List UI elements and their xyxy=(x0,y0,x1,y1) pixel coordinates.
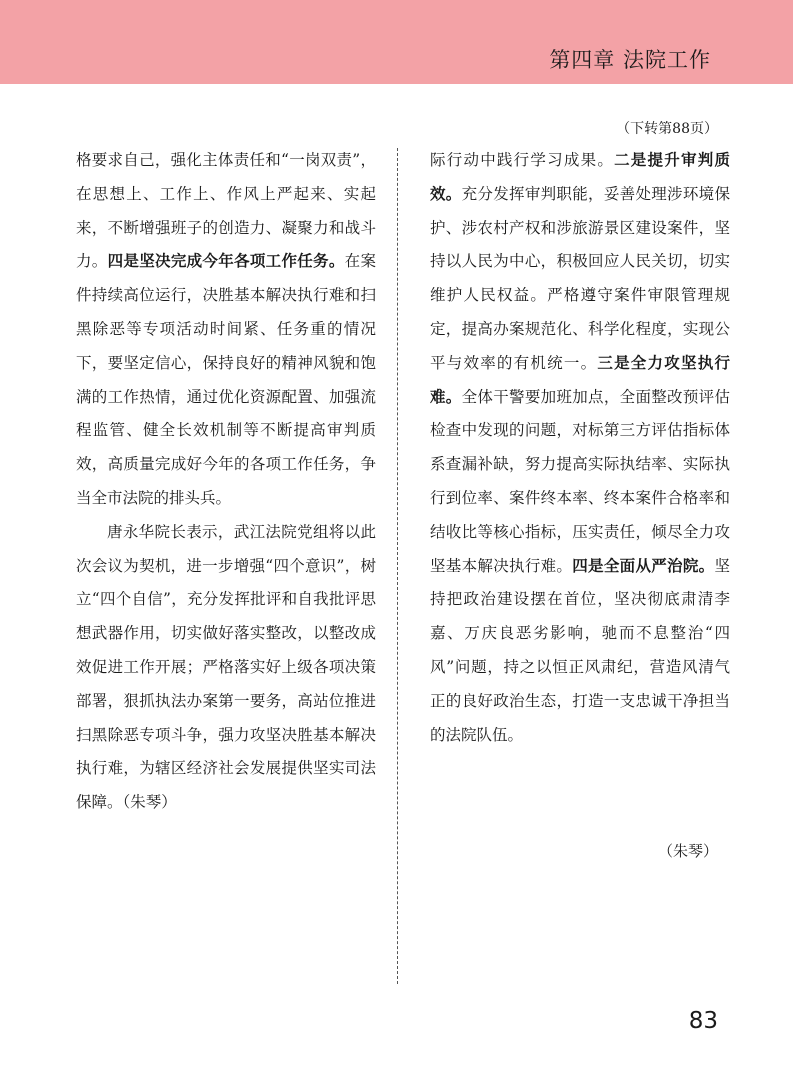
left-p1-text-c: 在案件持续高位运行，决胜基本解决执行难和扫黑除恶等专项活动时间紧、任务重的情况下，要坚定信心，保持良好的精神风貌和饱满的工作热情，通过优化资源配置、加强流程监管、健全长效机制等不断提高审判质效，高质量完成好今年的各项工作任务，争当全市法院的排头兵。 xyxy=(76,252,376,507)
right-signature: （朱琴） xyxy=(657,842,718,860)
left-paragraph-2: 唐永华院长表示，武江法院党组将以此次会议为契机，进一步增强“四个意识”，树立“四个自信”，充分发挥批评和自我批评思想武器作用，切实做好落实整改，以整改成效促进工作开展；严格落实好上级各项决策部署，狠抓执法办案第一要务，高站位推进扫黑除恶专项斗争，强力攻坚决胜基本解决执行难，为辖区经济社会发展提供坚实司法保障。（朱琴） xyxy=(76,522,376,812)
right-bold-d: 三是全力攻坚执行难。 xyxy=(430,353,730,406)
chapter-title: 第四章 法院工作 xyxy=(549,48,711,72)
right-column xyxy=(430,144,730,752)
page-number: 83 xyxy=(688,1008,718,1034)
continue-note: （下转第88页） xyxy=(616,121,718,137)
right-paragraph xyxy=(430,144,730,752)
column-divider xyxy=(397,148,398,984)
left-p1-bold: 四是坚决完成今年各项工作任务。 xyxy=(107,252,345,271)
right-text-e: 全体干警要加班加点，全面整改预评估检查中发现的问题，对标第三方评估指标体系查漏补缺，努力提高实际执结率、实际执行到位率、案件终本率、终本案件合格率和结收比等核心指标，压实责任，倾尽全力攻坚基本解决执行难。 xyxy=(430,387,730,575)
right-bold-b: 二是提升审判质效。 xyxy=(430,151,730,203)
right-text-g: 坚持把政治建设摆在首位，坚决彻底肃清李嘉、万庆良恶劣影响，驰而不息整治“四风”问题，持之以恒正风肃纪，营造风清气正的良好政治生态，打造一支忠诚干净担当的法院队伍。 xyxy=(430,556,730,744)
right-bold-f: 四是全面从严治院。 xyxy=(572,556,715,575)
right-text-c: 充分发挥审判职能，妥善处理涉环境保护、涉农村产权和涉旅游景区建设案件，坚持以人民为中心，积极回应人民关切，切实维护人民权益。严格遵守案件审限管理规定，提高办案规范化、科学化程度，实现公平与效率的有机统一。 xyxy=(430,184,730,372)
right-text-a: 际行动中践行学习成果。 xyxy=(430,151,615,169)
left-p1-text-a: 格要求自己，强化主体责任和“一岗双责”，在思想上、工作上、作风上严起来、实起来，不断增强班子的创造力、凝聚力和战斗力。 xyxy=(76,151,376,271)
left-column xyxy=(76,144,376,820)
left-paragraph-1 xyxy=(76,144,376,516)
